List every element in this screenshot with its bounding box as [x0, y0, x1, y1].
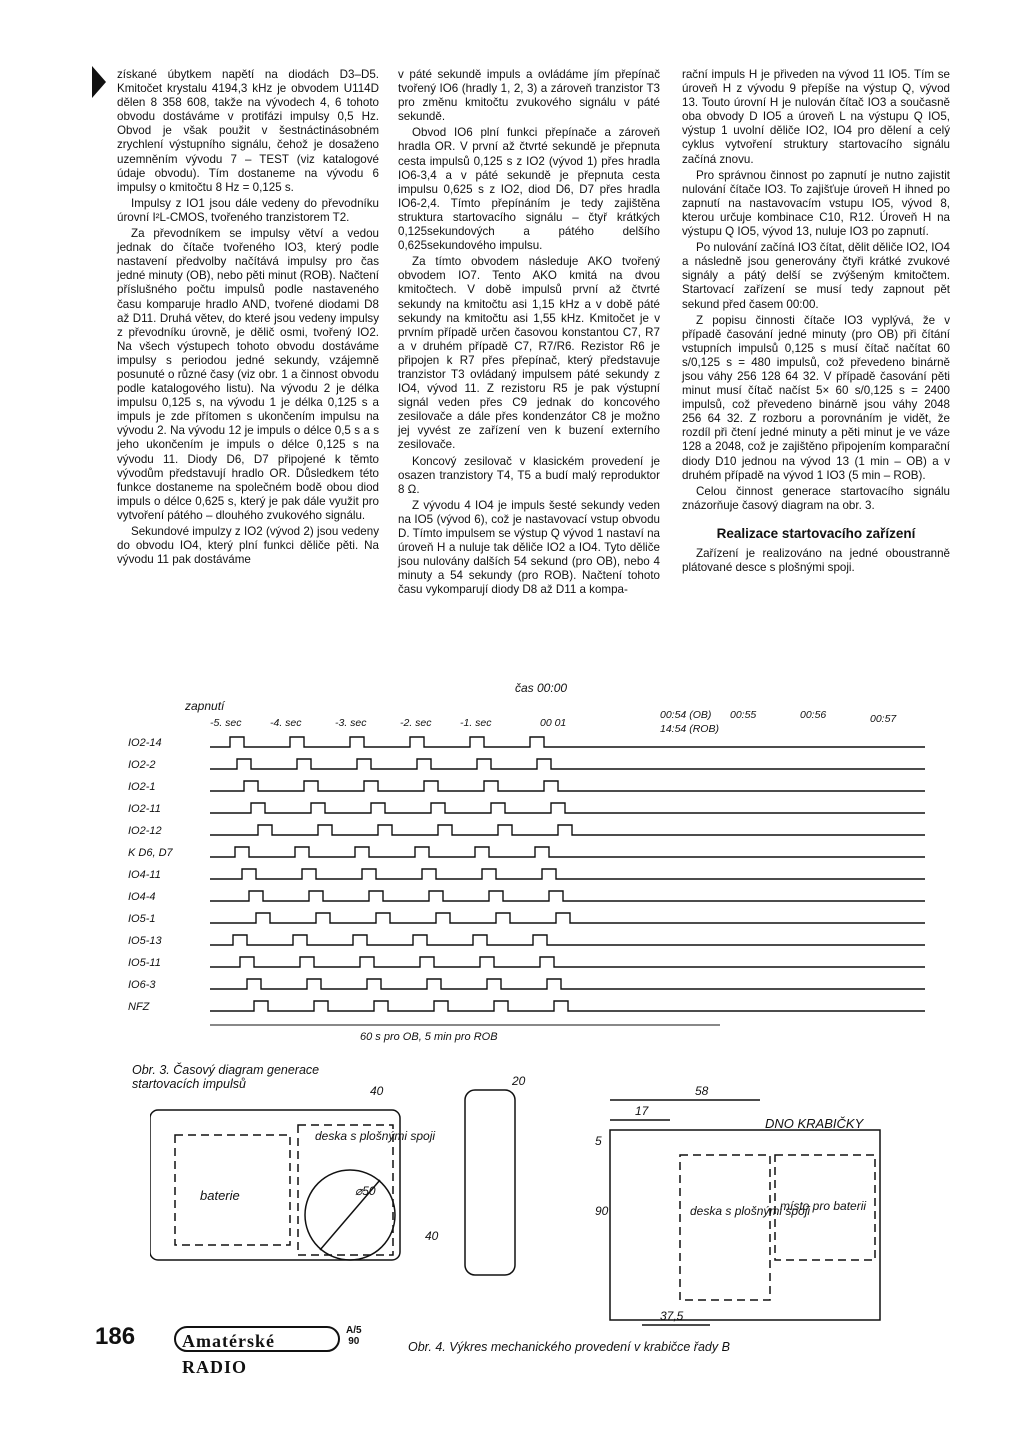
time-mark: 00:54 (OB): [660, 709, 712, 721]
paragraph: Sekundové impulzy z IO2 (vývod 2) jsou vedeny do obvodu IO4, který plní funkci děliče pěti. Na vývodu 11 pak dostáváme: [117, 525, 379, 567]
paragraph: Pro správnou činnost po zapnutí je nutno zajistit nulování čítače IO3. To zajišťuje úroveň H ihned po zapnutí na nastavovacím vstupu IO5, vývod 8, kterou určuje kombinace C10, R12. Úroveň H na výstupu Q IO5, vývod 13, nuluje IO3 po zapnutí.: [682, 168, 950, 239]
page-marker-triangle: [92, 66, 106, 98]
signal-label: IO2-11: [128, 803, 161, 815]
signal-label: IO5-1: [128, 913, 156, 925]
signal-label: IO5-11: [128, 957, 161, 969]
time-mark: 14:54 (ROB): [660, 723, 719, 735]
signal-label: IO2-14: [128, 737, 162, 749]
paragraph: Koncový zesilovač v klasickém provedení je osazen tranzistory T4, T5 a budí malý reproduktor 8 Ω.: [398, 454, 660, 496]
dim-58: 58: [695, 1084, 709, 1098]
signal-label: IO4-11: [128, 869, 161, 881]
label-box-bottom: DNO KRABIČKY: [765, 1116, 864, 1131]
signal-waveform: [210, 825, 925, 835]
label-battery: baterie: [200, 1188, 240, 1203]
paragraph: získané úbytkem napětí na diodách D3–D5. Kmitočet krystalu 4194,3 kHz je obvodem U114D dělen 8 358 608, takže na vývodech 4, 6 tohoto obvodu dostáváme v protifázi impulsy 0,5 Hz. Obvod je však použit v šestnáctinásobném zrychlení výstupního signálu, čehož je dosaženo uzemněním vývodu 7 – TEST (viz katalogové údaje obvodu). Tím dostaneme na vývodu 6 impulsy o kmitočtu 8 Hz = 0,125 s.: [117, 68, 379, 194]
timing-diagram: [110, 680, 930, 1080]
paragraph: Z popisu činnosti čítače IO3 vyplývá, že v případě časování jedné minuty (pro OB) při čítání vstupních impulsů 0,125 s musí čítač načítat 60 s/0,125 s = 480 impulsů, což převedeno binárně jsou váhy 256 128 64 32. V případě časování pěti minut musí čítač načíst 5× 60 s/0,125 s = 2400 impulsů, což převedeno binárně jsou váhy 2048 256 64 32. Z rozboru a porovnáním je vidět, že rozdíl při čtení jedné minuty a pěti minut je ve váze 128 a 2048, což je zajištěno připojením komparační diody D10 jednou na vývod 13 (1 min – OB) a v druhém případě na vývod 1 IO3 (5 min – ROB).: [682, 313, 950, 482]
signal-waveform: [210, 913, 925, 923]
paragraph: Za převodníkem se impulsy větví a vedou jednak do čítače tvořeného IO3, který podle nastavení předvolby načítává impulsy pro čas jedné minuty (OB), nebo pěti minut (ROB). Načtení příslušného počtu impulsů podle nastaveného času komparuje hradlo AND, tvořené diodami D8 až D11. Druhá větev, do které jsou vedeny impulsy z převodníku úrovně, je dělič osmi, tvořený IO2. Na všech výstupech tohoto obvodu dostáváme impulsy s periodou jedné sekundy, vzájemně posunuté o různé časy (viz obr. 1 a činnost obvodu podle katalogového listu). Na vývodu 2 je délka impulsu 0,125 s, na vývodu 1 je délka 0,125 s a impuls je zde přítomen s ukončením impulsu na vývodu 2. Na vývodu 12 je impuls o délce 0,5 s a s jeho ukončením je impuls o délce 0,125 s na vývodu 11. Diody D6, D7 připojené k těmto vývodům představují hradlo OR. Důsledkem této funkce dostaneme na společném bodě obou diod impuls o délce 0,625 s, který je pak dále využit pro vytvoření pátého – dlouhého zvukového signálu.: [117, 227, 379, 522]
time-mark: -1. sec: [460, 717, 492, 729]
figure4-caption: Obr. 4. Výkres mechanického provedení v krabičce řady B: [408, 1340, 730, 1354]
dim-40: 40: [370, 1084, 384, 1098]
time-mark: -2. sec: [400, 717, 432, 729]
label-pcb: deska s plošnými spoji: [315, 1129, 436, 1143]
signal-waveform: [210, 935, 925, 945]
signal-waveform: [210, 847, 925, 857]
mechanical-drawing: [150, 1075, 930, 1335]
time-mark: 00:55: [730, 709, 757, 721]
dim-37-5: 37,5: [660, 1309, 684, 1323]
box-bottom: [610, 1130, 880, 1320]
figure3-caption: Obr. 3. Časový diagram generace startovacích impulsů: [132, 1063, 320, 1091]
label-cas: čas 00:00: [515, 681, 568, 695]
signal-label: IO4-4: [128, 891, 156, 903]
paragraph: Po nulování začíná IO3 čítat, dělit děliče IO2, IO4 a následně jsou generovány čtyři krátké zvukové signály a pátý delší se zvýšeným kmitočtem. Startovací zařízení se musí tedy zapnout pět sekund před časem 00:00.: [682, 241, 950, 311]
dim-40-vertical: 40: [425, 1229, 439, 1243]
time-mark: 00:56: [800, 709, 827, 721]
dim-17: 17: [635, 1104, 649, 1118]
label-pcb-bottom: deska s plošnými spoji: [690, 1204, 811, 1218]
issue-number: [346, 1325, 362, 1347]
label-battery-place: místo pro baterii: [780, 1199, 867, 1213]
paragraph: Obvod IO6 plní funkci přepínače a zároveň hradla OR. V první až čtvrté sekundě je přepnuta cesta impulsů 0,125 s z IO2 (vývod 1) přes hradla IO6-3,4 a v páté sekundě je přepnuta cesta impulsu 0,625 s z IO2, diod D6, D7 přes hradla IO6-2,4. Tímto přepínáním je tedy zajištěna struktura startovacího signálu – čtyř krátkých 0,125sekundových a pátého delšího 0,625sekundového impulsu.: [398, 126, 660, 253]
signal-waveform: [210, 957, 925, 967]
dim-20: 20: [512, 1075, 526, 1088]
dim-50: ⌀50: [355, 1184, 376, 1198]
section-heading: Realizace startovacího zařízení: [716, 525, 916, 541]
page-number: 186: [95, 1323, 136, 1350]
paragraph: Celou činnost generace startovacího signálu znázorňuje časový diagram na obr. 3.: [682, 484, 950, 512]
issue-year: 90: [348, 1336, 360, 1347]
time-mark: 00 01: [540, 717, 567, 729]
duration-label: 60 s pro OB, 5 min pro ROB: [360, 1031, 498, 1043]
signal-waveform: [210, 759, 925, 769]
text-column-3: [682, 68, 950, 577]
signal-label: IO6-3: [128, 979, 156, 991]
time-mark: -5. sec: [210, 717, 242, 729]
signal-label: IO5-13: [128, 935, 162, 947]
signal-label: IO2-12: [128, 825, 162, 837]
magazine-logo: Amatérské RADIO: [174, 1326, 340, 1352]
label-zapnuti: zapnutí: [185, 699, 225, 713]
dim-90: 90: [595, 1204, 609, 1218]
dim-5: 5: [595, 1134, 602, 1148]
time-mark: 00:57: [870, 713, 897, 725]
paragraph: Z vývodu 4 IO4 je impuls šesté sekundy veden na IO5 (vývod 6), což je nastavovací vstup obvodu D. Tímto impulsem se výstup Q vývod 1 nastaví na úroveň H a nuluje tak děliče IO2 a IO4. Tyto děliče jsou nulovány dalších 54 sekund (pro OB), nebo 4 minuty a 54 sekundy (pro ROB). Načtení tohoto času vykomparují diody D8 až D11 a kompa-: [398, 498, 660, 597]
paragraph: Impulsy z IO1 jsou dále vedeny do převodníku úrovní I²L-CMOS, tvořeného tranzistorem T2.: [117, 196, 379, 224]
signal-label: IO2-2: [128, 759, 156, 771]
box-side: [465, 1090, 515, 1275]
signal-waveform: [210, 891, 925, 901]
paragraph: Zařízení je realizováno na jedné oboustranně plátované desce s plošnými spoji.: [682, 547, 950, 575]
signal-waveform: [210, 979, 925, 989]
bottom-pcb: [680, 1155, 770, 1300]
paragraph: rační impuls H je přiveden na vývod 11 IO5. Tím se úroveň H z vývodu 9 přepíše na výstup Q, vývod 13. Touto úrovní H je nulován čítač IO3 a současně oba obvody D IO5 a úroveň L na výstupu Q IO5, výstup 1 uvolní děliče IO2, IO4 pro dělení a celý cyklus vytvoření struktury startovacího signálu začíná znovu.: [682, 68, 950, 166]
signal-label: IO2-1: [128, 781, 156, 793]
text-column-1: [117, 68, 379, 569]
issue-label: A/5: [346, 1325, 362, 1336]
signal-waveform: [210, 737, 925, 747]
time-mark: -3. sec: [335, 717, 367, 729]
time-mark: -4. sec: [270, 717, 302, 729]
signal-waveform: [210, 869, 925, 879]
signal-waveform: [210, 1001, 925, 1011]
signal-waveform: [210, 803, 925, 813]
signal-label: NFZ: [128, 1001, 150, 1013]
paragraph: v páté sekundě impuls a ovládáme jím přepínač tvořený IO6 (hradly 1, 2, 3) a zároveň tranzistor T3 pro změnu kmitočtu zvukového signálu v páté sekundě.: [398, 68, 660, 124]
signal-waveform: [210, 781, 925, 791]
paragraph: Za tímto obvodem následuje AKO tvořený obvodem IO7. Tento AKO kmitá na dvou kmitočtech. V době impulsů první až čtvrté sekundy na kmitočtu asi 1,15 kHz a v době páté sekundy na kmitočtu asi 1,55 kHz. Kmitočet je v prvním případě určen časovou konstantou C7, R7 a v druhém případě C7, R7/R6. Rezistor R6 je připojen k R7 přes přepínač, který představuje tranzistor T3 ovládaný impulsem páté sekundy z IO4, vývod 11. Z rezistoru R5 je pak výstupní signál veden přes C9 jednak do koncového zesilovače a dále přes kondenzátor C8 je možno jej vyvést ze zařízení ven k buzení externího zesilovače.: [398, 255, 660, 452]
text-column-2: [398, 68, 660, 599]
signal-label: K D6, D7: [128, 847, 173, 859]
